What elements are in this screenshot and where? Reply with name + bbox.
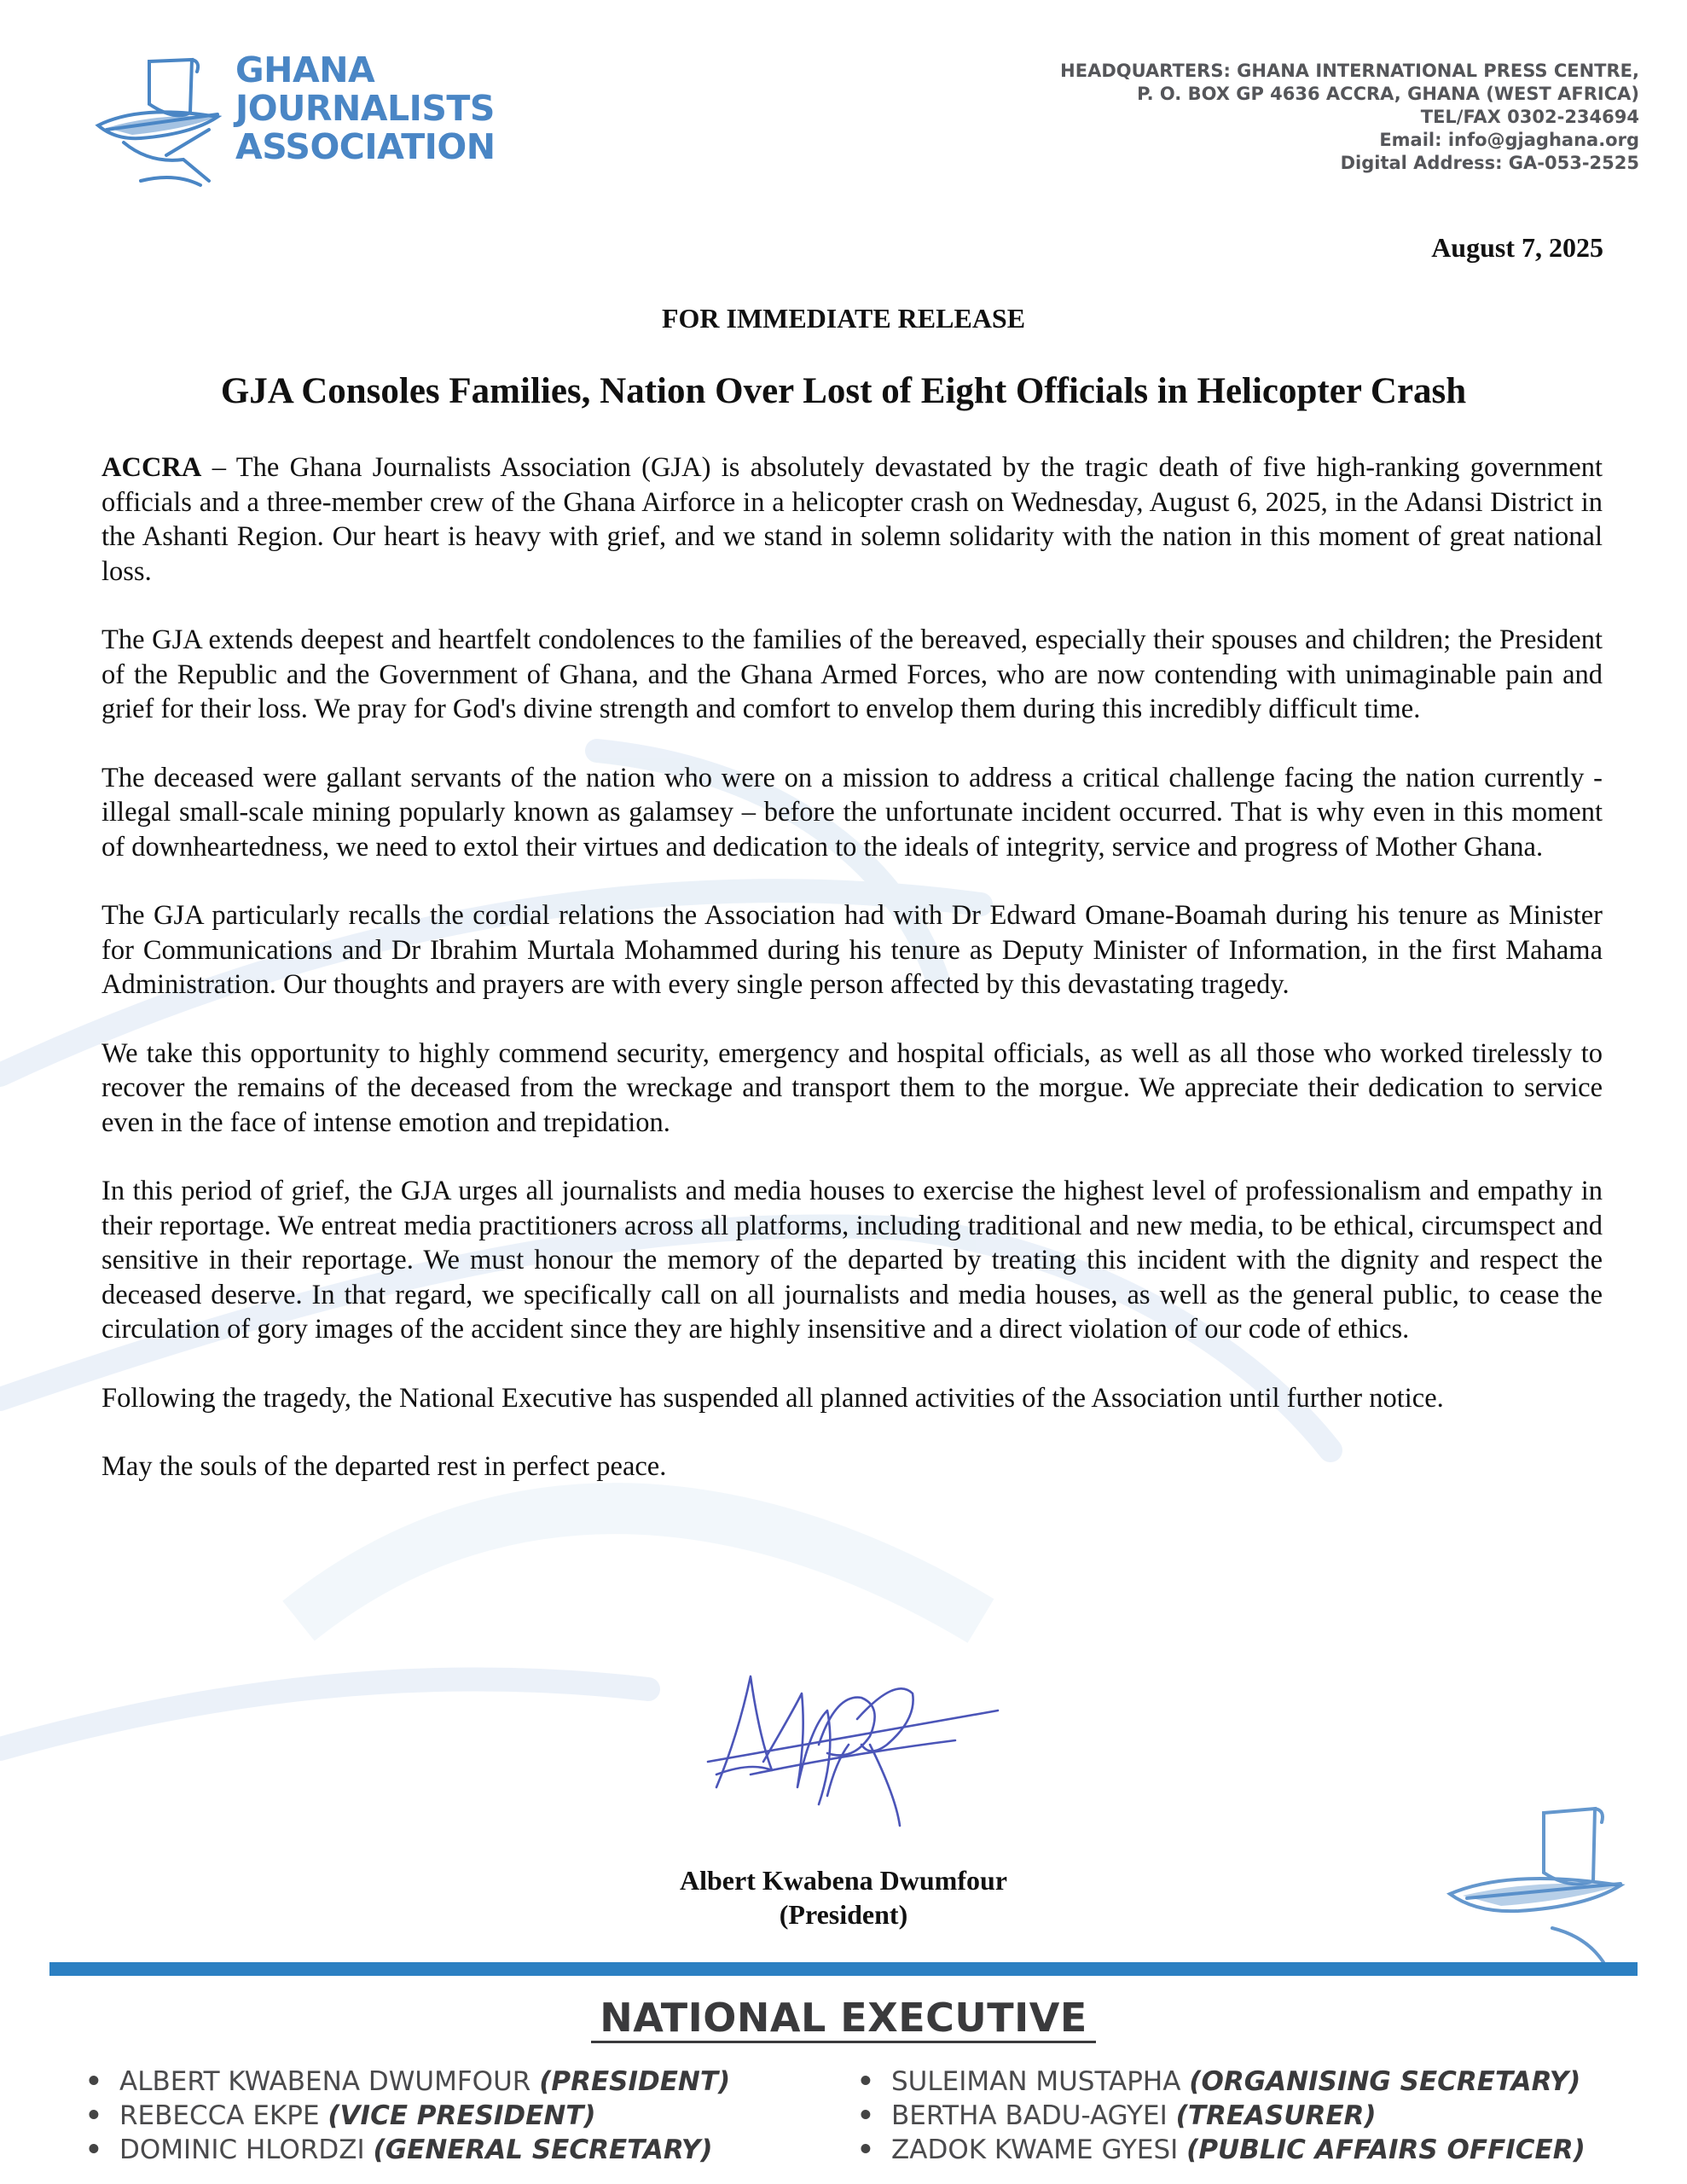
po-box-line: P. O. BOX GP 4636 ACCRA, GHANA (WEST AFRICA) — [1137, 84, 1639, 104]
paragraph-1-text: – The Ghana Journalists Association (GJA) is absolutely devastated by the tragic death of five high-ranking government officials and a three-member crew of the Ghana Airforce in a helicopter crash on Wednesday, August 6, 2025, in the Adansi District in the Ashanti Region. Our heart is heavy with grief, and we stand in solemn solidarity with the nation in this moment of great national loss. — [101, 452, 1603, 587]
corner-logo-icon — [1441, 1800, 1646, 1971]
member-name: SULEIMAN MUSTAPHA — [891, 2066, 1181, 2097]
paragraph-7: Following the tragedy, the National Executive has suspended all planned activities of the Association until further notice. — [101, 1382, 1444, 1414]
executive-title: NATIONAL EXECUTIVE — [600, 1995, 1087, 2041]
paragraph-4: The GJA particularly recalls the cordial relations the Association had with Dr Edward Omane-Boamah during his tenure as Minister for Communications and Dr Ibrahim Murtala Mohammed during his tenure as Deputy Minister of Information, in the first Mahama Administration. Our thoughts and prayers are with every single person affected by this devastating tragedy. — [101, 900, 1603, 1000]
executive-list-right — [857, 2065, 1586, 2167]
release-date: August 7, 2025 — [1431, 232, 1603, 263]
organization-name — [235, 51, 496, 166]
signer-name: Albert Kwabena Dwumfour — [680, 1865, 1007, 1896]
member-name: DOMINIC HLORDZI — [119, 2135, 365, 2165]
member-role: (PRESIDENT) — [539, 2066, 731, 2097]
signatory — [0, 1863, 1687, 1931]
executive-list-left — [85, 2065, 730, 2167]
paragraph-6: In this period of grief, the GJA urges all journalists and media houses to exercise the highest level of professionalism and empathy in their reportage. We entreat media practitioners across all platforms, including traditional and new media, to be ethical, circumspect and sensitive in their reportage. We must honour the memory of the departed by treating this incident with the dignity and respect the deceased deserve. In that regard, we specifically call on all journalists and media houses, as well as the general public, to cease the circulation of gory images of the accident since they are highly insensitive and a direct violation of our code of ethics. — [101, 1176, 1603, 1345]
dateline: ACCRA — [101, 452, 202, 483]
paragraph-5: We take this opportunity to highly commend security, emergency and hospital officials, as well as all those who worked tirelessly to recover the remains of the deceased from the wreckage and transport them to the morgue. We appreciate their dedication to service even in the face of intense emotion and trepidation. — [101, 1037, 1603, 1138]
executive-member — [85, 2133, 730, 2167]
executive-member — [85, 2099, 730, 2133]
member-role: (VICE PRESIDENT) — [328, 2100, 596, 2131]
hq-address-line: HEADQUARTERS: GHANA INTERNATIONAL PRESS CENTRE, — [1060, 61, 1639, 81]
member-role: (PUBLIC AFFAIRS OFFICER) — [1186, 2135, 1586, 2165]
paragraph-8: May the souls of the departed rest in perfect peace. — [101, 1451, 667, 1482]
paragraph-3: The deceased were gallant servants of the nation who were on a mission to address a critical challenge facing the nation currently - illegal small-scale mining popularly known as galamsey – before the unfortunate incident occurred. That is why even in this moment of downheartedness, we need to extol their virtues and dedication to the ideals of integrity, service and progress of Mother Ghana. — [101, 762, 1603, 863]
executive-member — [857, 2133, 1586, 2167]
executive-title-underline — [591, 2041, 1096, 2043]
member-role: (TREASURER) — [1175, 2100, 1377, 2131]
email-line: Email: info@gjaghana.org — [1379, 130, 1639, 150]
release-label: FOR IMMEDIATE RELEASE — [661, 303, 1026, 334]
signer-title: (President) — [779, 1899, 908, 1930]
headline: GJA Consoles Families, Nation Over Lost of Eight Officials in Helicopter Crash — [220, 371, 1467, 411]
member-name: ZADOK KWAME GYESI — [891, 2135, 1179, 2165]
digital-address-line: Digital Address: GA-053-2525 — [1340, 153, 1639, 173]
press-release-body — [101, 450, 1603, 1484]
member-name: REBECCA EKPE — [119, 2100, 320, 2131]
executive-divider-bar — [49, 1962, 1638, 1976]
paragraph-2: The GJA extends deepest and heartfelt condolences to the families of the bereaved, especially their spouses and children; the President of the Republic and the Government of Ghana, and the Ghana Armed Forces, who are now contending with unimaginable pain and grief for their loss. We pray for God's divine strength and comfort to envelop them during this incredibly difficult time. — [101, 624, 1603, 724]
paragraph-1 — [101, 450, 1603, 589]
logo-line-1: GHANA — [235, 49, 375, 90]
executive-member — [85, 2065, 730, 2099]
logo-line-3: ASSOCIATION — [235, 126, 496, 167]
gja-logo-icon — [90, 53, 243, 189]
signature-image — [699, 1659, 1006, 1830]
logo-line-2: JOURNALISTS — [235, 88, 495, 129]
contact-block — [1060, 60, 1639, 175]
executive-member — [857, 2099, 1586, 2133]
member-role: (ORGANISING SECRETARY) — [1189, 2066, 1581, 2097]
executive-member — [857, 2065, 1586, 2099]
member-name: BERTHA BADU-AGYEI — [891, 2100, 1168, 2131]
member-role: (GENERAL SECRETARY) — [373, 2135, 713, 2165]
telfax-line: TEL/FAX 0302-234694 — [1420, 107, 1639, 127]
member-name: ALBERT KWABENA DWUMFOUR — [119, 2066, 531, 2097]
